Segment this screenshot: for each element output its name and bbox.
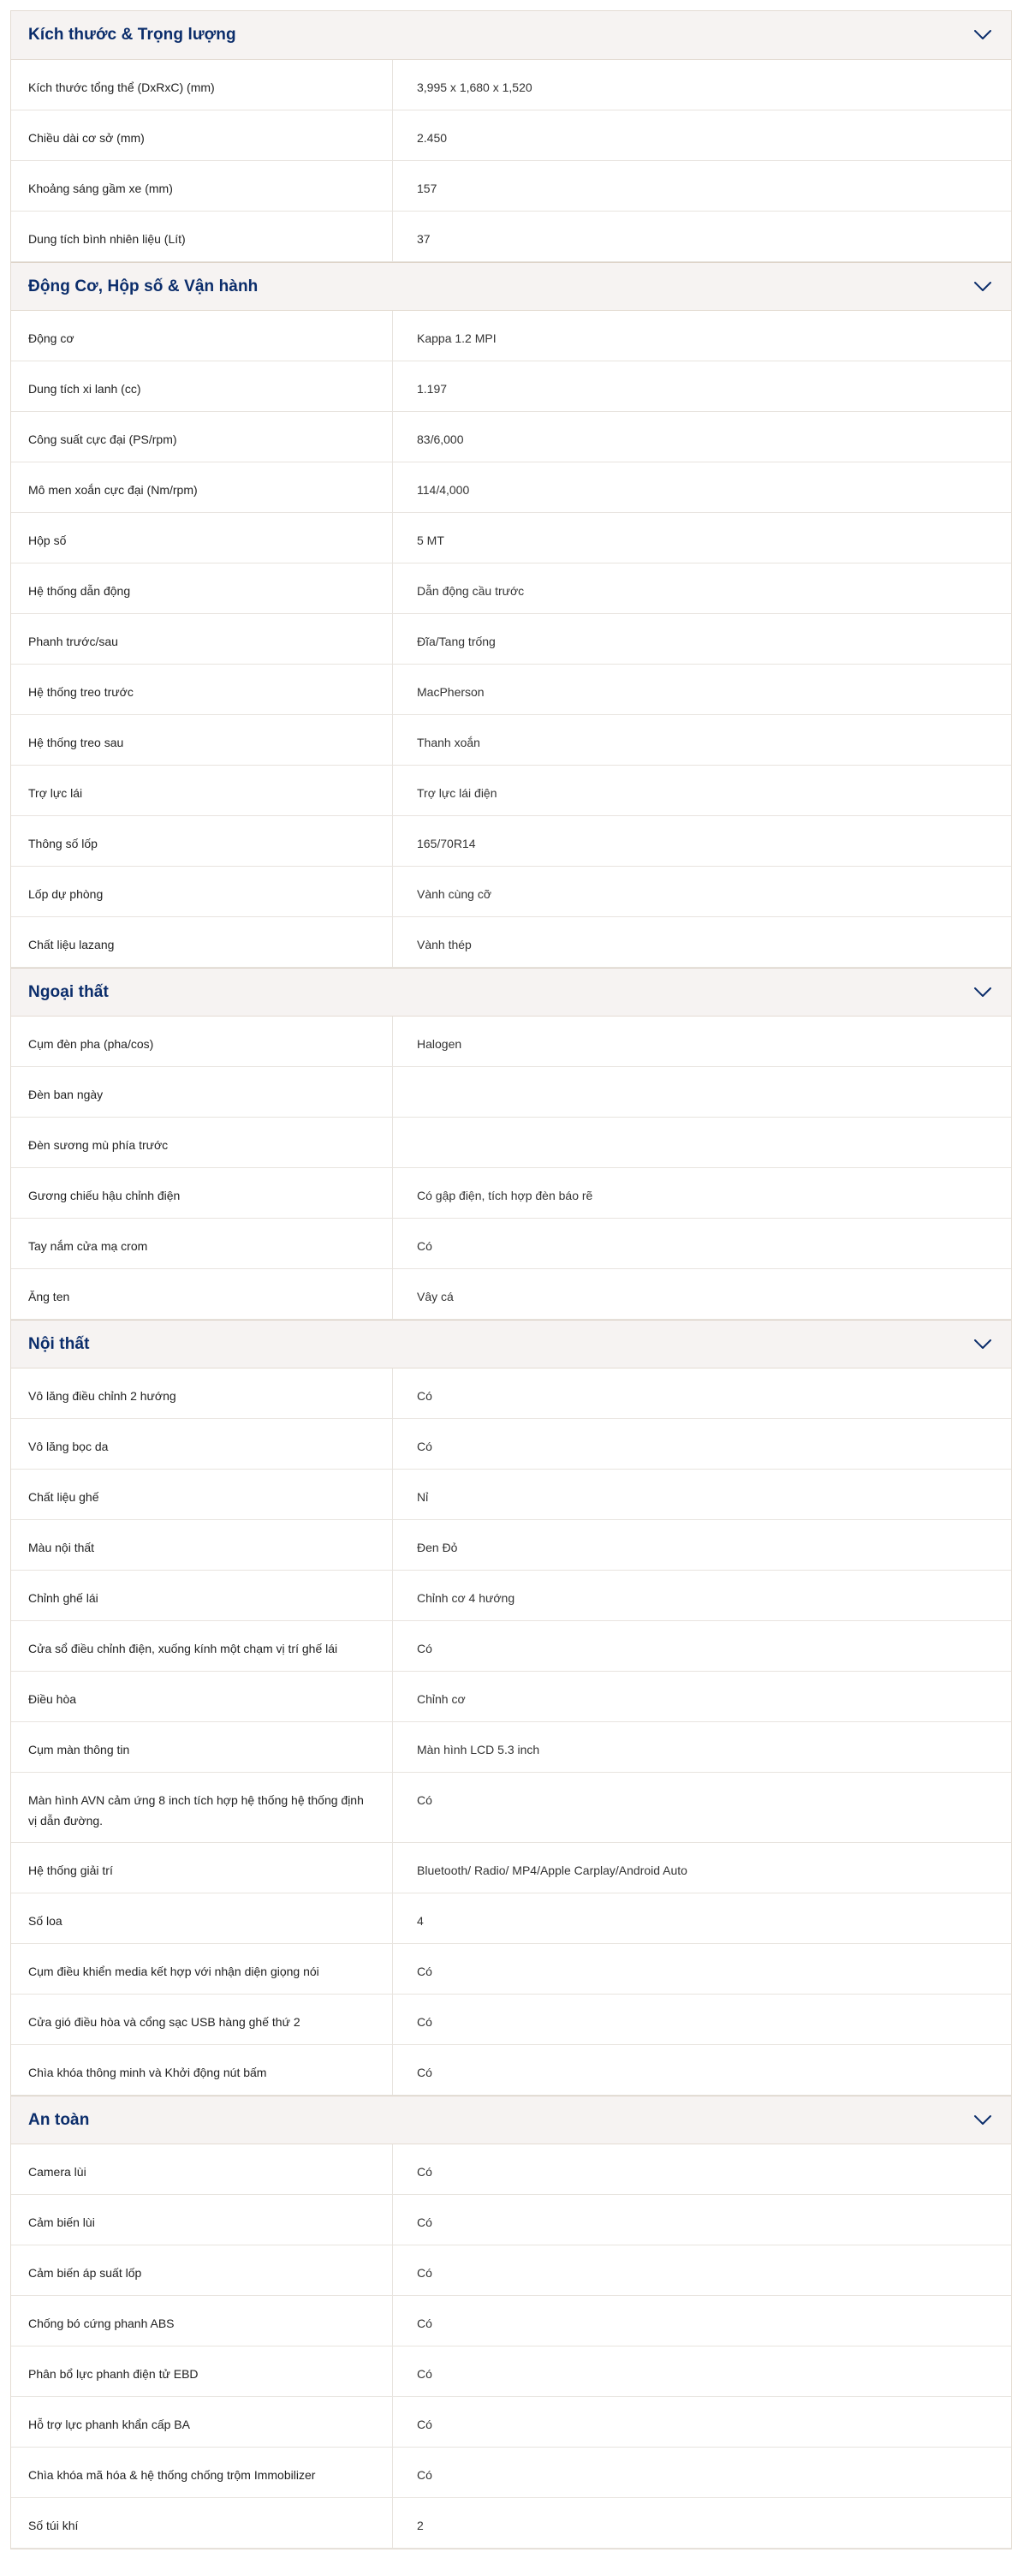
spec-label: Hệ thống treo trước bbox=[11, 665, 393, 714]
spec-row bbox=[11, 1017, 1011, 1067]
spec-value: 2 bbox=[417, 2519, 424, 2532]
spec-row bbox=[11, 1368, 1011, 1419]
spec-value: Có bbox=[417, 2418, 432, 2431]
spec-value: Có bbox=[417, 1389, 432, 1403]
spec-value: Có bbox=[417, 2165, 432, 2179]
spec-label: Tay nắm cửa mạ crom bbox=[11, 1219, 393, 1268]
spec-label: Trợ lực lái bbox=[11, 766, 393, 815]
chevron-down-icon[interactable] bbox=[973, 987, 992, 999]
spec-label: Cửa sổ điều chỉnh điện, xuống kính một chạm vị trí ghế lái bbox=[11, 1621, 393, 1671]
spec-value: Đen Đỏ bbox=[417, 1541, 458, 1554]
spec-row bbox=[11, 311, 1011, 361]
spec-value: Có bbox=[417, 2215, 432, 2229]
spec-row bbox=[11, 212, 1011, 262]
spec-row bbox=[11, 867, 1011, 917]
spec-label: Dung tích xi lanh (cc) bbox=[11, 361, 393, 411]
spec-row bbox=[11, 1118, 1011, 1168]
spec-label: Chất liệu lazang bbox=[11, 917, 393, 967]
spec-label: Kích thước tổng thể (DxRxC) (mm) bbox=[11, 60, 393, 110]
spec-row bbox=[11, 1843, 1011, 1893]
spec-row bbox=[11, 361, 1011, 412]
spec-row bbox=[11, 1944, 1011, 1995]
spec-row bbox=[11, 2397, 1011, 2448]
spec-row bbox=[11, 1995, 1011, 2045]
spec-value bbox=[393, 1067, 1011, 1117]
spec-row bbox=[11, 2296, 1011, 2346]
spec-value: Kappa 1.2 MPI bbox=[417, 331, 497, 345]
spec-row bbox=[11, 161, 1011, 212]
spec-label: Lốp dự phòng bbox=[11, 867, 393, 916]
spec-label: Chìa khóa mã hóa & hệ thống chống trộm Immobilizer bbox=[11, 2448, 393, 2497]
spec-label: Cửa gió điều hòa và cổng sạc USB hàng ghế thứ 2 bbox=[11, 1995, 393, 2044]
spec-table bbox=[10, 10, 1012, 2549]
spec-value: 3,995 x 1,680 x 1,520 bbox=[417, 80, 532, 94]
spec-label: Màn hình AVN cảm ứng 8 inch tích hợp hệ thống hệ thống định vị dẫn đường. bbox=[11, 1773, 393, 1842]
spec-row bbox=[11, 1722, 1011, 1773]
spec-label: Hệ thống giải trí bbox=[11, 1843, 393, 1893]
section-header-toggle[interactable] bbox=[11, 1320, 1011, 1368]
spec-row bbox=[11, 2498, 1011, 2549]
spec-label: Cụm màn thông tin bbox=[11, 1722, 393, 1772]
spec-label: Phân bổ lực phanh điện tử EBD bbox=[11, 2346, 393, 2396]
spec-value: 114/4,000 bbox=[417, 483, 470, 497]
spec-value: Chỉnh cơ bbox=[417, 1692, 466, 1706]
spec-label: Đèn sương mù phía trước bbox=[11, 1118, 393, 1167]
spec-label: Hỗ trợ lực phanh khẩn cấp BA bbox=[11, 2397, 393, 2447]
spec-value: Có bbox=[417, 1440, 432, 1453]
spec-section bbox=[11, 1320, 1011, 2096]
spec-value: 83/6,000 bbox=[417, 432, 464, 446]
spec-label: Cụm đèn pha (pha/cos) bbox=[11, 1017, 393, 1066]
spec-value: Trợ lực lái điện bbox=[417, 786, 497, 800]
spec-row bbox=[11, 1893, 1011, 1944]
spec-value: Có bbox=[417, 1965, 432, 1978]
section-header-toggle[interactable] bbox=[11, 262, 1011, 311]
spec-row bbox=[11, 564, 1011, 614]
spec-value: MacPherson bbox=[417, 685, 485, 699]
section-header-toggle[interactable] bbox=[11, 11, 1011, 60]
spec-value: Vành cùng cỡ bbox=[417, 887, 492, 901]
spec-label: Chìa khóa thông minh và Khởi động nút bấm bbox=[11, 2045, 393, 2095]
spec-value: 5 MT bbox=[417, 534, 444, 547]
spec-row bbox=[11, 1419, 1011, 1470]
spec-label: Hệ thống dẫn động bbox=[11, 564, 393, 613]
spec-label: Chiều dài cơ sở (mm) bbox=[11, 110, 393, 160]
spec-label: Phanh trước/sau bbox=[11, 614, 393, 664]
spec-value: Đĩa/Tang trống bbox=[417, 635, 496, 648]
spec-row bbox=[11, 816, 1011, 867]
spec-label: Vô lăng bọc da bbox=[11, 1419, 393, 1469]
spec-value: 157 bbox=[417, 182, 437, 195]
spec-value: Có bbox=[417, 2015, 432, 2029]
spec-row bbox=[11, 1470, 1011, 1520]
spec-row bbox=[11, 1672, 1011, 1722]
spec-label: Cảm biến áp suất lốp bbox=[11, 2245, 393, 2295]
spec-value: 4 bbox=[417, 1914, 424, 1928]
spec-row bbox=[11, 766, 1011, 816]
spec-row bbox=[11, 513, 1011, 564]
spec-row bbox=[11, 2245, 1011, 2296]
spec-value: Có bbox=[417, 2367, 432, 2381]
spec-label: Dung tích bình nhiên liệu (Lít) bbox=[11, 212, 393, 261]
spec-label: Vô lăng điều chỉnh 2 hướng bbox=[11, 1368, 393, 1418]
spec-label: Số loa bbox=[11, 1893, 393, 1943]
spec-row bbox=[11, 1520, 1011, 1571]
spec-label: Hệ thống treo sau bbox=[11, 715, 393, 765]
spec-value: Dẫn động cầu trước bbox=[417, 584, 525, 598]
spec-label: Camera lùi bbox=[11, 2144, 393, 2194]
spec-value: Thanh xoắn bbox=[417, 736, 480, 749]
spec-value: Có bbox=[417, 2468, 432, 2482]
spec-row bbox=[11, 1067, 1011, 1118]
spec-row bbox=[11, 1269, 1011, 1320]
spec-value: Màn hình LCD 5.3 inch bbox=[417, 1743, 540, 1756]
spec-label: Điều hòa bbox=[11, 1672, 393, 1721]
spec-row bbox=[11, 412, 1011, 462]
section-header-toggle[interactable] bbox=[11, 2096, 1011, 2144]
spec-row bbox=[11, 665, 1011, 715]
spec-row bbox=[11, 715, 1011, 766]
spec-value: 165/70R14 bbox=[417, 837, 476, 850]
spec-label: Thông số lốp bbox=[11, 816, 393, 866]
spec-label: Ăng ten bbox=[11, 1269, 393, 1319]
spec-label: Động cơ bbox=[11, 311, 393, 361]
spec-row bbox=[11, 1219, 1011, 1269]
spec-label: Chống bó cứng phanh ABS bbox=[11, 2296, 393, 2346]
spec-value: 2.450 bbox=[417, 131, 448, 145]
spec-value: Có bbox=[417, 2066, 432, 2079]
spec-value: 37 bbox=[417, 232, 431, 246]
spec-section bbox=[11, 11, 1011, 262]
spec-value: Có bbox=[417, 2317, 432, 2330]
spec-label: Khoảng sáng gầm xe (mm) bbox=[11, 161, 393, 211]
spec-row bbox=[11, 2195, 1011, 2245]
spec-label: Chỉnh ghế lái bbox=[11, 1571, 393, 1620]
spec-label: Chất liệu ghế bbox=[11, 1470, 393, 1519]
spec-row bbox=[11, 462, 1011, 513]
spec-value: Chỉnh cơ 4 hướng bbox=[417, 1591, 515, 1605]
spec-value: 1.197 bbox=[417, 382, 448, 396]
spec-row bbox=[11, 1621, 1011, 1672]
spec-row bbox=[11, 1773, 1011, 1843]
spec-label: Đèn ban ngày bbox=[11, 1067, 393, 1117]
spec-row bbox=[11, 614, 1011, 665]
spec-value: Có gập điện, tích hợp đèn báo rẽ bbox=[417, 1189, 593, 1202]
chevron-down-icon[interactable] bbox=[973, 281, 992, 293]
section-title: Ngoại thất bbox=[28, 982, 109, 1001]
spec-value: Halogen bbox=[417, 1037, 462, 1051]
section-title: An toàn bbox=[28, 2110, 90, 2129]
section-title: Động Cơ, Hộp số & Vận hành bbox=[28, 277, 259, 295]
spec-label: Cụm điều khiển media kết hợp với nhận diện giọng nói bbox=[11, 1944, 393, 1994]
spec-value: Bluetooth/ Radio/ MP4/Apple Carplay/Android Auto bbox=[417, 1863, 687, 1877]
section-title: Kích thước & Trọng lượng bbox=[28, 26, 236, 44]
spec-value bbox=[393, 1118, 1011, 1167]
spec-value: Có bbox=[417, 1642, 432, 1655]
spec-label: Màu nội thất bbox=[11, 1520, 393, 1570]
spec-label: Công suất cực đại (PS/rpm) bbox=[11, 412, 393, 462]
spec-section bbox=[11, 968, 1011, 1320]
spec-value: Có bbox=[417, 2266, 432, 2280]
spec-label: Hộp số bbox=[11, 513, 393, 563]
section-header-toggle[interactable] bbox=[11, 968, 1011, 1017]
spec-value: Vành thép bbox=[417, 938, 472, 951]
section-title: Nội thất bbox=[28, 1334, 90, 1353]
chevron-down-icon[interactable] bbox=[973, 29, 992, 41]
spec-row bbox=[11, 2346, 1011, 2397]
spec-value: Vây cá bbox=[417, 1290, 454, 1303]
spec-row bbox=[11, 2144, 1011, 2195]
spec-value: Có bbox=[417, 1793, 432, 1807]
spec-row bbox=[11, 2448, 1011, 2498]
spec-label: Cảm biến lùi bbox=[11, 2195, 393, 2245]
spec-section bbox=[11, 262, 1011, 968]
chevron-down-icon[interactable] bbox=[973, 1339, 992, 1351]
spec-row bbox=[11, 1168, 1011, 1219]
spec-section bbox=[11, 2096, 1011, 2549]
spec-value: Có bbox=[417, 1239, 432, 1253]
spec-label: Mô men xoắn cực đại (Nm/rpm) bbox=[11, 462, 393, 512]
spec-value: Nỉ bbox=[417, 1490, 429, 1504]
chevron-down-icon[interactable] bbox=[973, 2114, 992, 2126]
spec-row bbox=[11, 60, 1011, 110]
spec-row bbox=[11, 110, 1011, 161]
spec-row bbox=[11, 1571, 1011, 1621]
spec-label: Số túi khí bbox=[11, 2498, 393, 2548]
spec-label: Gương chiếu hậu chỉnh điện bbox=[11, 1168, 393, 1218]
spec-row bbox=[11, 917, 1011, 968]
spec-row bbox=[11, 2045, 1011, 2096]
